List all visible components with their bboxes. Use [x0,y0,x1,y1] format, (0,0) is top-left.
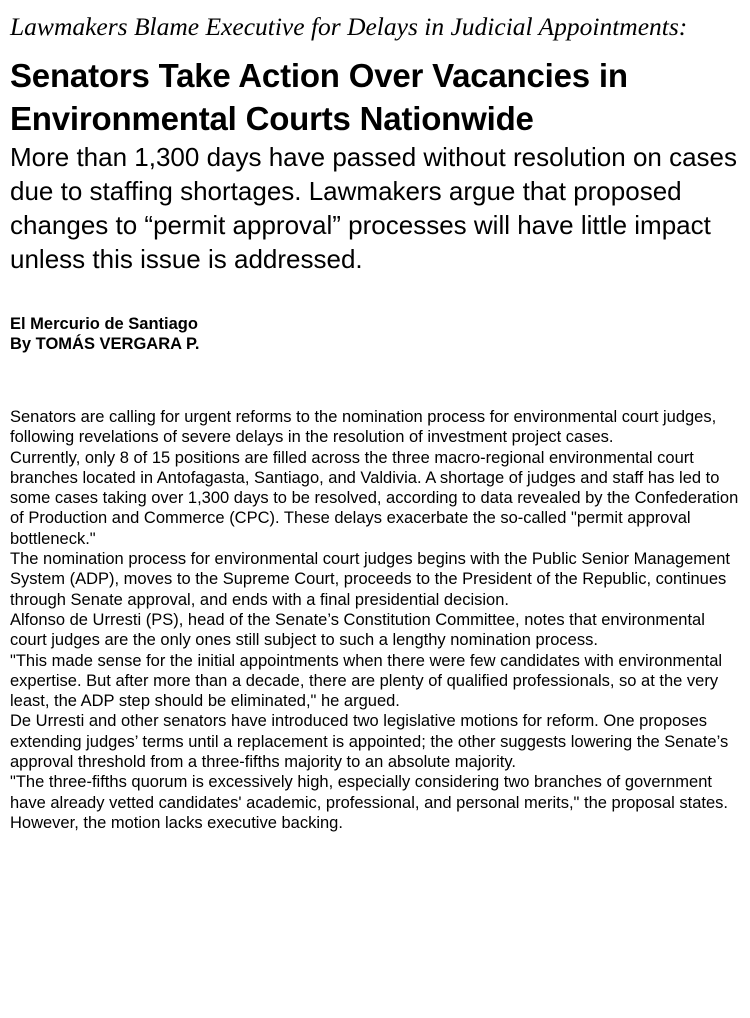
article-author: By TOMÁS VERGARA P. [10,335,200,353]
body-paragraph: Senators are calling for urgent reforms to the nomination process for environmental court judges, following revelations of severe delays in the resolution of investment project cases. [10,408,717,447]
article-page [0,12,750,1018]
article-headline: Senators Take Action Over Vacancies in Environmental Courts Nationwide [10,57,628,137]
body-paragraph: "The three-fifths quorum is excessively high, especially considering two branches of government have already vetted candidates' academic, professional, and personal merits," the proposal states. However, the motion lacks executive backing. [10,773,728,832]
article-subheadline: More than 1,300 days have passed without resolution on cases due to staffing shortages. Lawmakers argue that proposed changes to “permit approval” processes will have little impact unless this issue is addressed. [10,142,738,274]
article-source: El Mercurio de Santiago [10,315,198,333]
article-kicker: Lawmakers Blame Executive for Delays in Judicial Appointments: [10,12,688,41]
article-body [10,407,740,833]
body-paragraph: Alfonso de Urresti (PS), head of the Senate’s Constitution Committee, notes that environmental court judges are the only ones still subject to such a lengthy nomination process. [10,610,705,650]
body-paragraph: Currently, only 8 of 15 positions are filled across the three macro-regional environmental court branches located in Antofagasta, Santiago, and Valdivia. A shortage of judges and staff has led to some cases taking over 1,300 days to be resolved, according to data revealed by the Confederation of Production and Commerce (CPC). These delays exacerbate the so-called "permit approval bottleneck." [10,448,739,548]
body-paragraph: The nomination process for environmental court judges begins with the Public Senior Management System (ADP), moves to the Supreme Court, proceeds to the President of the Republic, continues through Senate approval, and ends with a final presidential decision. [10,550,730,609]
byline [10,314,740,354]
body-paragraph: "This made sense for the initial appointments when there were few candidates with environmental expertise. But after more than a decade, there are plenty of qualified professionals, so at the very least, the ADP step should be eliminated," he argued. [10,651,723,711]
body-paragraph: De Urresti and other senators have introduced two legislative motions for reform. One proposes extending judges’ terms until a replacement is appointed; the other suggests lowering the Senate’s approval threshold from a three-fifths majority to an absolute majority. [10,712,729,772]
